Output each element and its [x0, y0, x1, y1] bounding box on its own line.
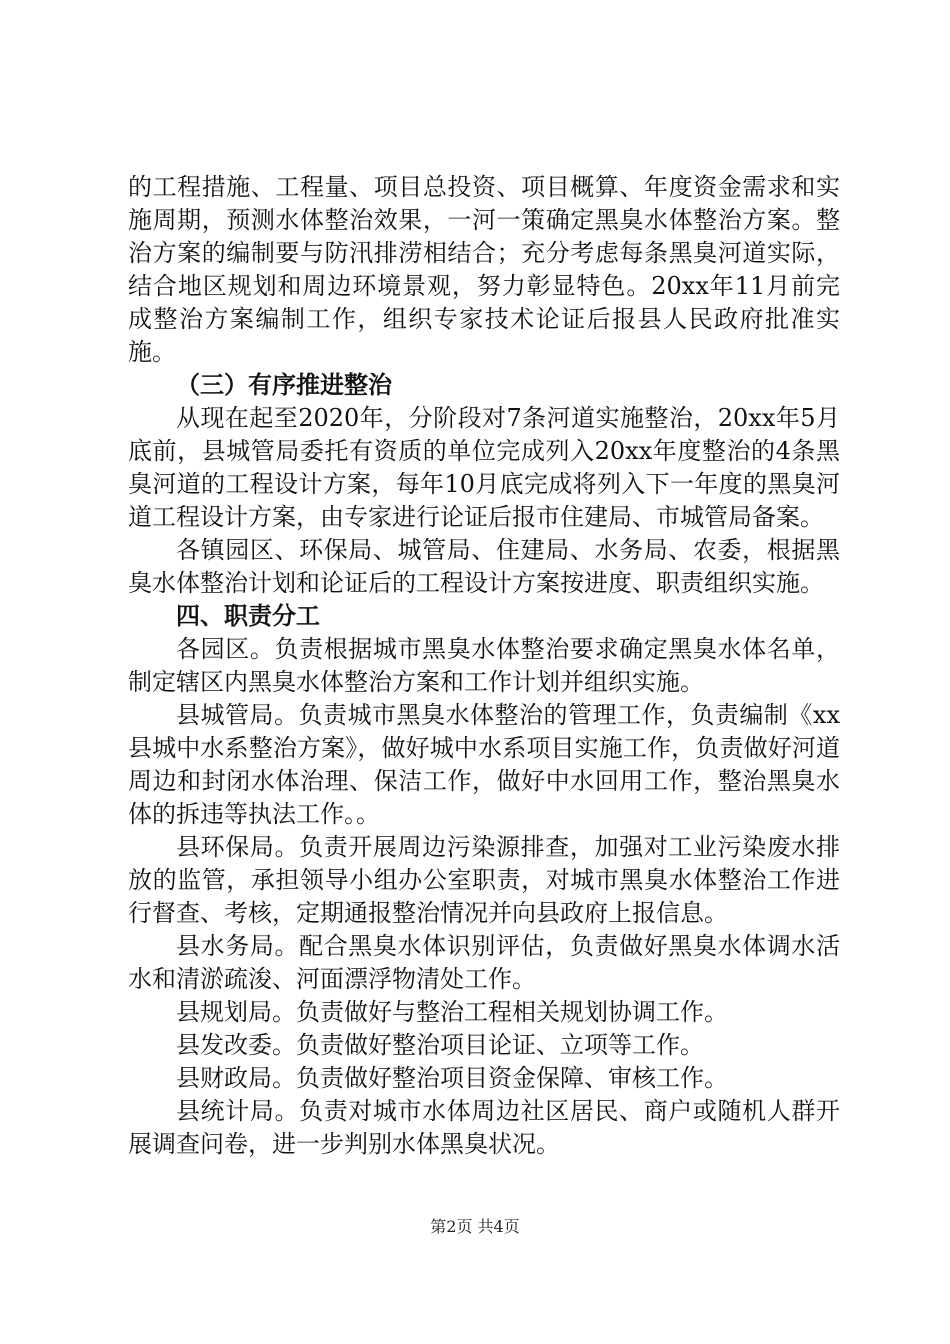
section-heading-3: （三）有序推进整治: [176, 371, 392, 399]
paragraph-7: 县水务局。配合黑臭水体识别评估，负责做好黑臭水体调水活水和清淤疏浚、河面漂浮物清处工作。: [128, 932, 840, 993]
paragraph-9: 县发改委。负责做好整治项目论证、立项等工作。: [176, 1031, 704, 1059]
paragraph-10: 县财政局。负责做好整治项目资金保障、审核工作。: [176, 1064, 728, 1092]
paragraph-2: 从现在起至2020年，分阶段对7条河道实施整治，20xx年5月底前，县城管局委托有资质的单位完成列入20xx年度整治的4条黑臭河道的工程设计方案，每年10月底完成将列入下一年度的黑臭河道工程设计方案，由专家进行论证后报市住建局、市城管局备案。: [128, 404, 840, 531]
paragraph-1: 的工程措施、工程量、项目总投资、项目概算、年度资金需求和实施周期，预测水体整治效果，一河一策确定黑臭水体整治方案。整治方案的编制要与防汛排涝相结合；充分考虑每条黑臭河道实际，结合地区规划和周边环境景观，努力彰显特色。20xx年11月前完成整治方案编制工作，组织专家技术论证后报县人民政府批准实施。: [128, 173, 840, 366]
section-heading-4: 四、职责分工: [176, 602, 320, 630]
paragraph-8: 县规划局。负责做好与整治工程相关规划协调工作。: [176, 998, 728, 1026]
paragraph-6: 县环保局。负责开展周边污染源排查，加强对工业污染废水排放的监管，承担领导小组办公室职责，对城市黑臭水体整治工作进行督查、考核，定期通报整治情况并向县政府上报信息。: [128, 833, 840, 927]
paragraph-11: 县统计局。负责对城市水体周边社区居民、商户或随机人群开展调查问卷，进一步判别水体黑臭状况。: [128, 1097, 840, 1158]
page-number: 第2页 共4页: [430, 1217, 520, 1236]
paragraph-3: 各镇园区、环保局、城管局、住建局、水务局、农委，根据黑臭水体整治计划和论证后的工程设计方案按进度、职责组织实施。: [128, 536, 840, 597]
paragraph-5: 县城管局。负责城市黑臭水体整治的管理工作，负责编制《xx县城中水系整治方案》，做好城中水系项目实施工作，负责做好河道周边和封闭水体治理、保洁工作，做好中水回用工作，整治黑臭水体的拆违等执法工作。。: [128, 701, 840, 828]
paragraph-4: 各园区。负责根据城市黑臭水体整治要求确定黑臭水体名单，制定辖区内黑臭水体整治方案和工作计划并组织实施。: [128, 635, 840, 696]
document-body: [128, 171, 840, 1161]
